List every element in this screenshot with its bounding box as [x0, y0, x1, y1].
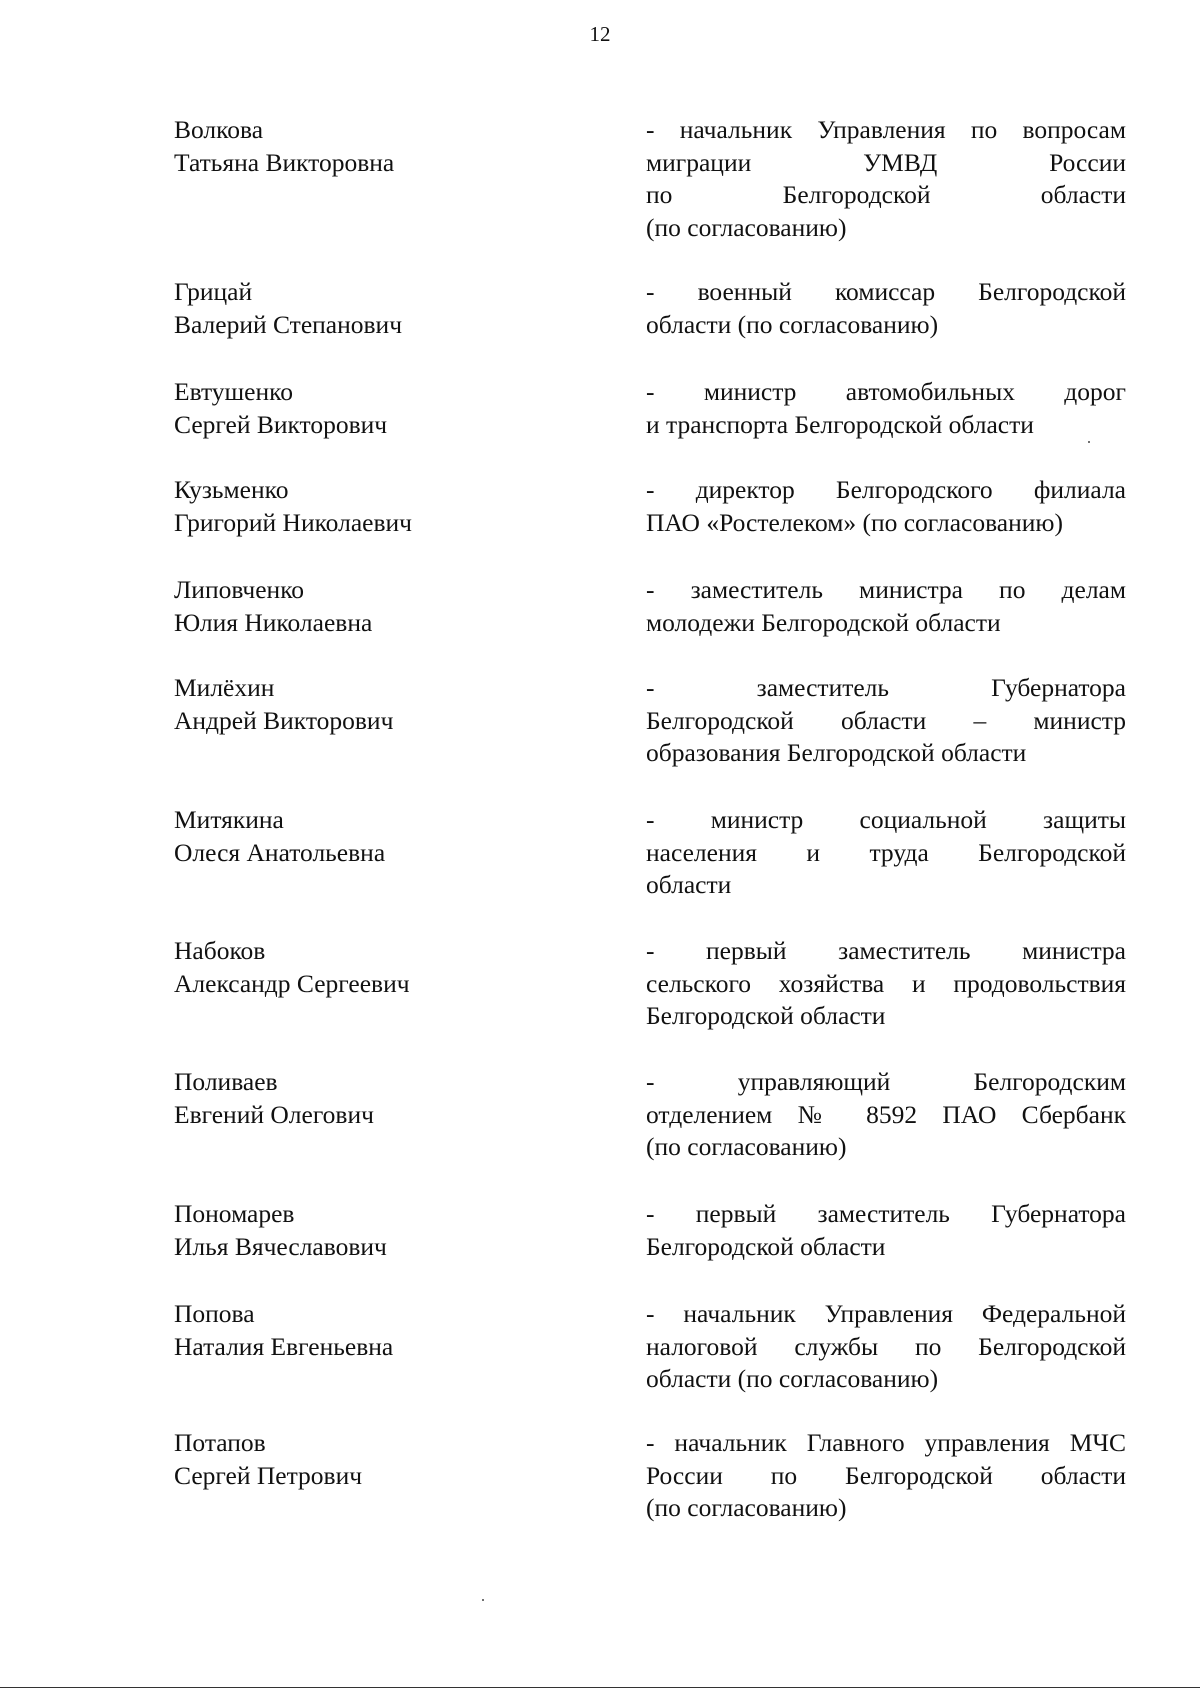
member-surname: Пономарев: [174, 1199, 295, 1228]
page-bottom-rule: [0, 1687, 1200, 1688]
member-name: [174, 1427, 594, 1492]
position-line: (по согласованию): [646, 1132, 847, 1161]
member-surname: Милёхин: [174, 673, 275, 702]
position-line: - первый заместитель Губернатора: [646, 1199, 1126, 1228]
member-given-names: Григорий Николаевич: [174, 507, 412, 537]
scan-speck: [1088, 441, 1090, 443]
member-surname: Потапов: [174, 1428, 266, 1457]
member-surname: Поливаев: [174, 1067, 278, 1096]
member-surname: Евтушенко: [174, 377, 293, 406]
member-surname: Кузьменко: [174, 475, 289, 504]
position-line: - управляющий Белгородским: [646, 1067, 1126, 1096]
member-given-names: Олеся Анатольевна: [174, 837, 386, 867]
position-line: области: [646, 870, 732, 899]
member-name: [174, 804, 594, 869]
position-line: России по Белгородской области: [646, 1460, 1126, 1490]
member-name: [174, 574, 594, 639]
position-line: - начальник Управления по вопросам: [646, 115, 1126, 144]
member-position: [646, 804, 1126, 902]
position-line: и транспорта Белгородской области: [646, 409, 1034, 439]
page-number: 12: [589, 22, 611, 46]
member-position: [646, 376, 1126, 441]
member-given-names: Сергей Петрович: [174, 1460, 363, 1490]
position-line: - министр социальной защиты: [646, 805, 1126, 834]
member-given-names: Валерий Степанович: [174, 309, 403, 339]
member-surname: Грицай: [174, 277, 253, 306]
member-given-names: Александр Сергеевич: [174, 968, 410, 998]
member-surname: Митякина: [174, 805, 284, 834]
member-position: [646, 114, 1126, 244]
member-name: [174, 935, 594, 1000]
member-name: [174, 474, 594, 539]
member-given-names: Евгений Олегович: [174, 1099, 374, 1129]
member-position: [646, 1066, 1126, 1164]
position-line: области (по согласованию): [646, 1364, 939, 1393]
position-line: миграции УМВД России: [646, 147, 1126, 177]
position-line: - военный комиссар Белгородской: [646, 277, 1126, 306]
member-position: [646, 672, 1126, 770]
member-given-names: Сергей Викторович: [174, 409, 388, 439]
position-line: Белгородской области: [646, 1231, 886, 1261]
position-line: (по согласованию): [646, 1493, 847, 1522]
position-line: - заместитель Губернатора: [646, 673, 1126, 702]
position-line: - директор Белгородского филиала: [646, 475, 1126, 504]
scan-speck: [482, 1599, 484, 1601]
member-name: [174, 1066, 594, 1131]
member-position: [646, 1298, 1126, 1396]
member-given-names: Илья Вячеславович: [174, 1231, 387, 1261]
position-line: сельского хозяйства и продовольствия: [646, 968, 1126, 998]
member-name: [174, 1298, 594, 1363]
member-surname: Волкова: [174, 115, 264, 144]
member-surname: Липовченко: [174, 575, 305, 604]
position-line: молодежи Белгородской области: [646, 607, 1001, 637]
member-name: [174, 1198, 594, 1263]
position-line: Белгородской области – министр: [646, 705, 1126, 735]
position-line: - начальник Главного управления МЧС: [646, 1428, 1126, 1457]
position-line: - министр автомобильных дорог: [646, 377, 1126, 406]
position-line: - заместитель министра по делам: [646, 575, 1126, 604]
member-given-names: Юлия Николаевна: [174, 607, 373, 637]
position-line: образования Белгородской области: [646, 738, 1027, 767]
position-line: по Белгородской области: [646, 180, 1126, 209]
position-line: Белгородской области: [646, 1001, 886, 1030]
position-line: ПАО «Ростелеком» (по согласованию): [646, 507, 1063, 537]
member-position: [646, 574, 1126, 639]
position-line: налоговой службы по Белгородской: [646, 1331, 1126, 1361]
member-given-names: Андрей Викторович: [174, 705, 394, 735]
position-line: - начальник Управления Федеральной: [646, 1299, 1126, 1328]
position-line: (по согласованию): [646, 212, 847, 242]
member-name: [174, 672, 594, 737]
member-given-names: Татьяна Викторовна: [174, 147, 395, 177]
member-name: [174, 276, 594, 341]
member-name: [174, 376, 594, 441]
member-name: [174, 114, 594, 179]
member-position: [646, 276, 1126, 341]
member-position: [646, 474, 1126, 539]
position-line: населения и труда Белгородской: [646, 837, 1126, 867]
member-surname: Набоков: [174, 936, 266, 965]
member-surname: Попова: [174, 1299, 255, 1328]
position-line: - первый заместитель министра: [646, 936, 1126, 965]
member-position: [646, 935, 1126, 1033]
member-position: [646, 1427, 1126, 1525]
position-line: отделением № 8592 ПАО Сбербанк: [646, 1099, 1126, 1129]
position-line: области (по согласованию): [646, 309, 939, 339]
member-position: [646, 1198, 1126, 1263]
member-given-names: Наталия Евгеньевна: [174, 1331, 394, 1361]
